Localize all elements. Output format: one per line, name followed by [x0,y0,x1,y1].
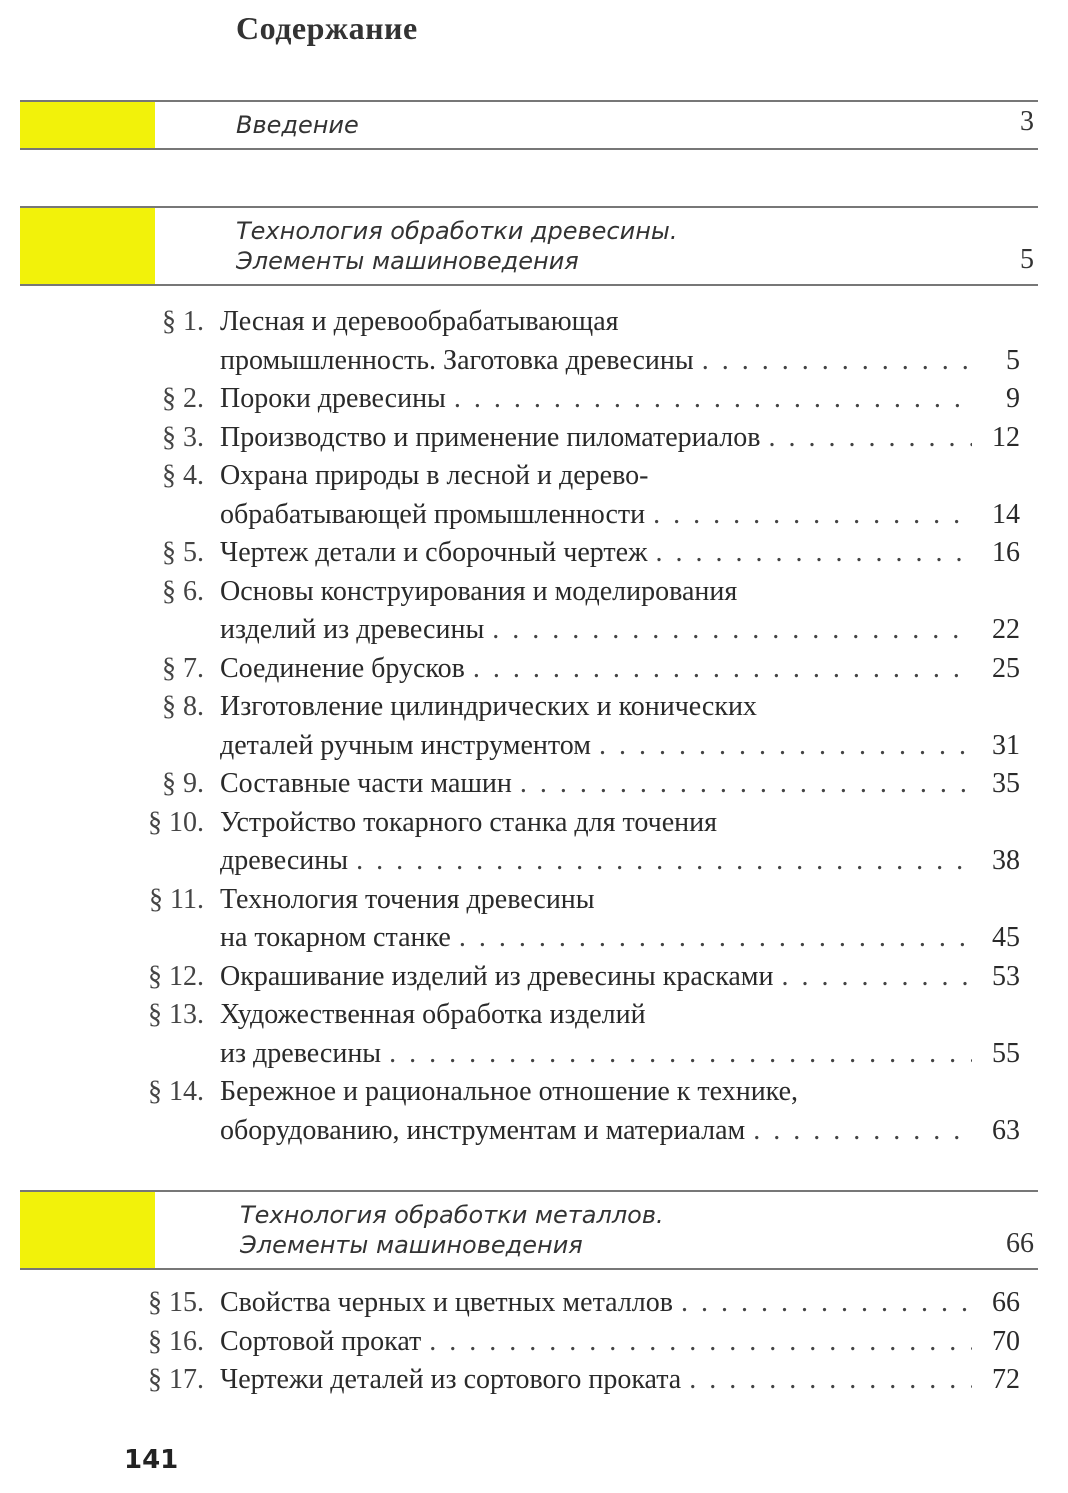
section-title-line: Введение [236,111,359,139]
toc-entry [0,1323,1068,1362]
section-color-swatch [20,1192,155,1268]
toc-entry-body [220,881,1020,958]
toc-entry-text: из древесины [220,1037,382,1069]
toc-entry-text: Окрашивание изделий из древесины красками [220,960,774,992]
toc-entry-text: Устройство токарного станка для точения [220,806,718,838]
toc-entry-line [220,1284,1020,1323]
toc-entry-line [220,842,1020,881]
toc-entry-page: 45 [992,922,1020,953]
toc-entry-text: деталей ручным инструментом [220,729,591,761]
toc-entry-line [220,727,1020,766]
toc-entry-body [220,419,1020,458]
dot-leader [653,496,972,535]
toc-entry-page: 31 [992,729,1020,761]
toc-entry [0,996,1068,1073]
toc-entry [0,303,1068,380]
dot-leader [599,727,972,766]
toc-entry-number: § 9. [162,768,204,799]
section-page: 66 [1006,1228,1034,1259]
toc-entry-number: § 3. [162,421,204,453]
toc-entry-number: § 7. [162,652,204,684]
section-title [236,110,359,140]
dot-leader [681,1284,972,1323]
toc-entry-text: Чертеж детали и сборочный чертеж [220,537,648,568]
toc-entry-body [220,688,1020,765]
toc-entry-text: Технология точения древесины [220,883,595,915]
toc-entry-page: 12 [992,421,1020,453]
toc-entry-number: § 10. [148,806,204,838]
toc-entry-text: Производство и применение пиломатериалов [220,421,761,453]
page-number: 141 [124,1445,179,1475]
dot-leader [655,534,972,573]
toc-entry [0,804,1068,881]
dot-leader [459,919,972,958]
toc-entry-line [220,573,1020,612]
toc-entry-page: 55 [992,1037,1020,1069]
toc-entry-body [220,765,1020,804]
toc-entry-page: 72 [992,1364,1020,1395]
toc-entry-text: промышленность. Заготовка древесины [220,344,694,376]
toc-list-wood [0,303,1068,1150]
toc-entry-text: Лесная и деревообрабатывающая [220,306,619,337]
toc-entry-line [220,688,1020,727]
page-title: Содержание [236,10,418,46]
dot-leader [769,419,973,458]
toc-entry-text: оборудованию, инструментам и материалам [220,1114,746,1146]
toc-entry-text: Бережное и рациональное отношение к технике, [220,1076,799,1107]
dot-leader [492,611,972,650]
toc-entry-line [220,342,1020,381]
toc-entry-text: Основы конструирования и моделирования [220,575,738,607]
toc-entry [0,534,1068,573]
toc-entry-line [220,919,1020,958]
toc-entry-number: § 8. [162,691,204,722]
toc-entry-body [220,804,1020,881]
toc-entry-body [220,457,1020,534]
toc-entry-line [220,419,1020,458]
section-title [240,1200,664,1260]
toc-entry-number: § 15. [148,1287,204,1318]
toc-entry-text: Изготовление цилиндрических и конических [220,691,757,722]
toc-entry-number: § 2. [162,383,204,414]
dot-leader [782,958,972,997]
toc-entry [0,1073,1068,1150]
toc-entry-text: Пороки древесины [220,383,446,414]
toc-entry-text: Сортовой прокат [220,1325,422,1357]
toc-entry-number: § 4. [162,460,204,491]
toc-entry-text: Художественная обработка изделий [220,999,646,1030]
toc-entry-body [220,1361,1020,1400]
toc-entry [0,1361,1068,1400]
toc-entry-number: § 12. [148,960,204,992]
toc-entry-page: 5 [1006,344,1020,376]
toc-entry-body [220,573,1020,650]
toc-entry-number: § 17. [148,1364,204,1395]
toc-entry-line [220,996,1020,1035]
dot-leader [389,1035,972,1074]
toc-entry-text: древесины [220,845,349,876]
toc-entry-number: § 14. [148,1076,204,1107]
toc-entry-line [220,1361,1020,1400]
toc-entry-line [220,1073,1020,1112]
toc-entry-number: § 6. [162,575,204,607]
dot-leader [473,650,972,689]
toc-entry-page: 38 [992,845,1020,876]
toc-entry-text: Соединение брусков [220,652,465,684]
toc-entry-line [220,534,1020,573]
toc-entry [0,1284,1068,1323]
toc-entry-text: обрабатывающей промышленности [220,498,646,530]
section-page: 5 [1020,244,1034,275]
toc-entry [0,573,1068,650]
toc-entry-line [220,765,1020,804]
toc-entry-page: 16 [992,537,1020,568]
toc-entry-line [220,457,1020,496]
toc-entry-text: Составные части машин [220,768,512,799]
section-header-intro [20,100,1038,150]
dot-leader [689,1361,972,1400]
toc-entry-text: Чертежи деталей из сортового проката [220,1364,682,1395]
section-title-line: Элементы машиноведения [236,247,579,275]
toc-entry [0,688,1068,765]
toc-entry-body [220,1284,1020,1323]
toc-entry-line [220,650,1020,689]
toc-entry-line [220,611,1020,650]
toc-entry-text: изделий из древесины [220,614,485,645]
toc-entry [0,380,1068,419]
section-title-line: Технология обработки металлов. [240,1201,664,1229]
toc-entry-line [220,1112,1020,1151]
toc-entry-text: на токарном станке [220,922,451,953]
dot-leader [356,842,972,881]
toc-entry-number: § 5. [162,537,204,568]
section-header-metal [20,1190,1038,1270]
toc-entry-body [220,958,1020,997]
dot-leader [753,1112,972,1151]
toc-entry-page: 22 [992,614,1020,645]
dot-leader [429,1323,972,1362]
toc-entry-body [220,380,1020,419]
toc-entry-line [220,303,1020,342]
toc-entry-text: Свойства черных и цветных металлов [220,1287,673,1318]
toc-entry-line [220,1035,1020,1074]
toc-entry-body [220,534,1020,573]
toc-entry-line [220,958,1020,997]
dot-leader [702,342,972,381]
toc-entry-page: 14 [992,498,1020,530]
section-color-swatch [20,102,155,148]
toc-entry-line [220,496,1020,535]
toc-entry-page: 63 [992,1114,1020,1146]
toc-entry-body [220,650,1020,689]
toc-entry [0,881,1068,958]
toc-entry-line [220,881,1020,920]
toc-entry [0,419,1068,458]
toc-entry-text: Охрана природы в лесной и дерево- [220,460,649,491]
toc-entry-page: 53 [992,960,1020,992]
toc-entry [0,457,1068,534]
toc-entry-number: § 11. [149,883,204,915]
toc-entry-line [220,1323,1020,1362]
toc-entry [0,650,1068,689]
section-title-line: Элементы машиноведения [240,1231,583,1259]
toc-entry-page: 25 [992,652,1020,684]
dot-leader [454,380,972,419]
toc-entry-body [220,1073,1020,1150]
toc-entry-body [220,303,1020,380]
toc-entry-line [220,804,1020,843]
toc-entry-number: § 16. [148,1325,204,1357]
toc-entry-page: 35 [992,768,1020,799]
toc-entry-number: § 13. [148,999,204,1030]
section-color-swatch [20,208,155,284]
toc-entry-number: § 1. [162,306,204,337]
dot-leader [520,765,972,804]
toc-entry [0,765,1068,804]
section-page: 3 [1020,106,1034,137]
section-header-wood [20,206,1038,286]
section-title [236,216,677,276]
toc-entry-page: 9 [1006,383,1020,414]
toc-list-metal [0,1284,1068,1400]
toc-entry-page: 70 [992,1325,1020,1357]
toc-entry-body [220,996,1020,1073]
toc-entry-line [220,380,1020,419]
toc-entry-page: 66 [992,1287,1020,1318]
toc-entry [0,958,1068,997]
toc-entry-body [220,1323,1020,1362]
section-title-line: Технология обработки древесины. [236,217,678,245]
